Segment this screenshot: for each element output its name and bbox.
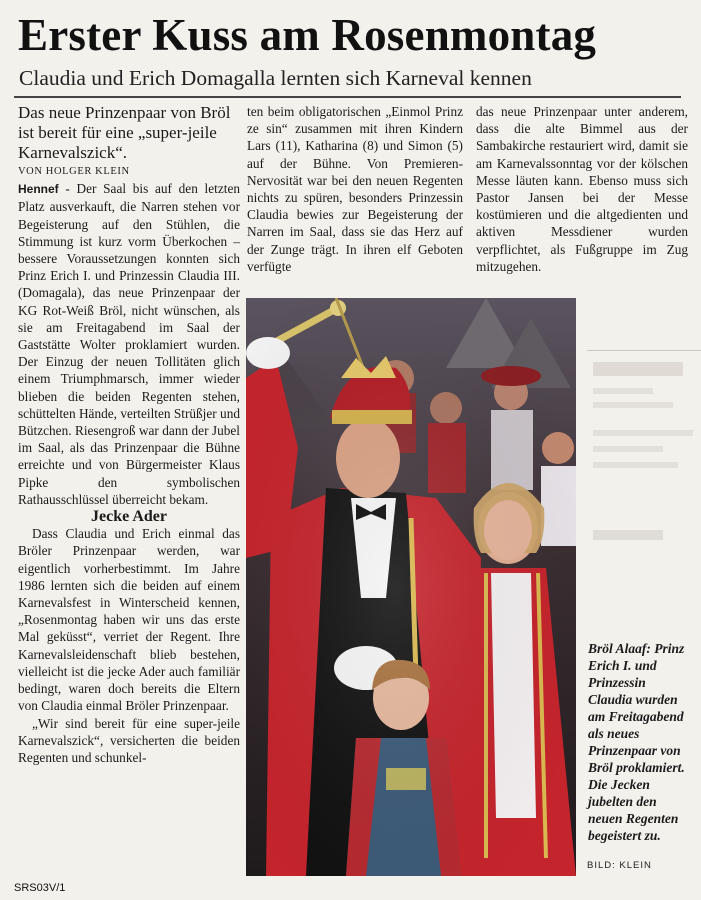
photo-caption: Bröl Alaaf: Prinz Erich I. und Prinzessin Claudia wurden am Freitagabend als neues Prinzenpaar von Bröl proklamiert. Die Jecken jubelten den neuen Regenten begeistert zu. (588, 641, 685, 843)
page-code: SRS03V/1 (14, 882, 66, 894)
paragraph-3: „Wir sind bereit für eine super-jeile Karnevalszick“, versicherten die beiden Regenten und schunkel- (18, 715, 240, 765)
subheadline: Claudia und Erich Domagalla lernten sich Karneval kennen (19, 66, 532, 90)
subtitle: Jecke Ader (91, 508, 167, 526)
paragraph-5: das neue Prinzenpaar unter anderem, dass die alte Bimmel aus der Sambakirche restauriert wird, damit sie am Karnevalssonntag vor der kölschen Messe läuten kann. Ebenso muss sich Pastor Jansen bei der Messe kostümieren und die altgedienten und aktiven Messdiener wurden verpflichtet, als Fußgruppe im Zug mitzugehen. (476, 104, 688, 274)
column-2 (247, 103, 463, 275)
dateline: Hennef (18, 182, 59, 197)
paragraph-1-text: - Der Saal bis auf den letzten Platz ausverkauft, die Narren stehen vor Begeisterung auf den Stühlen, die Stimmung ist kurz vorm Überkochen – bessere Voraussetzungen konnten sich Prinz Erich I. und Prinzessin Claudia III. (Domagala), das neue Prinzenpaar der KG Rot-Weiß Bröl, nicht wünschen, als sie am Freitagabend im Saal der Gaststätte Wolter proklamiert wurden. Der Einzug der neuen Tollitäten glich einem Triumphmarsch, immer wieder blieben die beiden Regenten stehen, schüttelten Hände, verteilten Strüßjer und Bützchen. Riesengroß war dann der Jubel im Saal, als das Prinzenpaar die Bühne erreichte und von Bürgermeister Klaus Pipke den symbolischen Rathausschlüssel überreicht bekam. (18, 181, 240, 507)
paragraph-2: Dass Claudia und Erich einmal das Bröler Prinzenpaar werden, war eigentlich vorherbestimmt. Im Jahre 1986 lernten sich die beiden auf einem Karnevalsfest in Winterscheid kennen, „Rosenmontag haben wir uns das erste Mal geküsst“, verriet der Regent. Ihre Karnevalsleidenschaft blieb bestehen, vielleicht ist die jecke Ader auch familiär bedingt, waren doch bereits die Eltern von Claudia einmal Bröler Prinzenpaar. (18, 526, 240, 714)
column-3 (476, 103, 688, 275)
photo-credit: BILD: KLEIN (587, 860, 652, 871)
bleed-texture (587, 290, 701, 630)
teaser: Das neue Prinzenpaar von Bröl ist bereit für eine „super-jeile Karnevalszick“. (18, 103, 231, 162)
byline: VON HOLGER KLEIN (18, 166, 130, 177)
paragraph-4: ten beim obligatorischen „Einmol Prinz ze sin“ zusammen mit ihren Kindern Lars (11), Katharina (8) und Simon (5) auf der Bühne. Von Premieren-Nervosität war bei den neuen Regenten nichts zu spüren, besonders Prinzessin Claudia bewies zur Begeisterung der Narren im Saal, dass sie das Herz auf der Zunge trägt. In ihren elf Geboten verfügte (247, 104, 463, 274)
photo-prince-couple (246, 298, 576, 876)
column-1 (18, 103, 240, 766)
divider-rule (14, 96, 681, 98)
paragraph-1 (18, 180, 240, 508)
photo-illustration (246, 298, 576, 876)
adjacent-page-bleed (587, 290, 701, 630)
headline: Erster Kuss am Rosenmontag (18, 10, 597, 60)
